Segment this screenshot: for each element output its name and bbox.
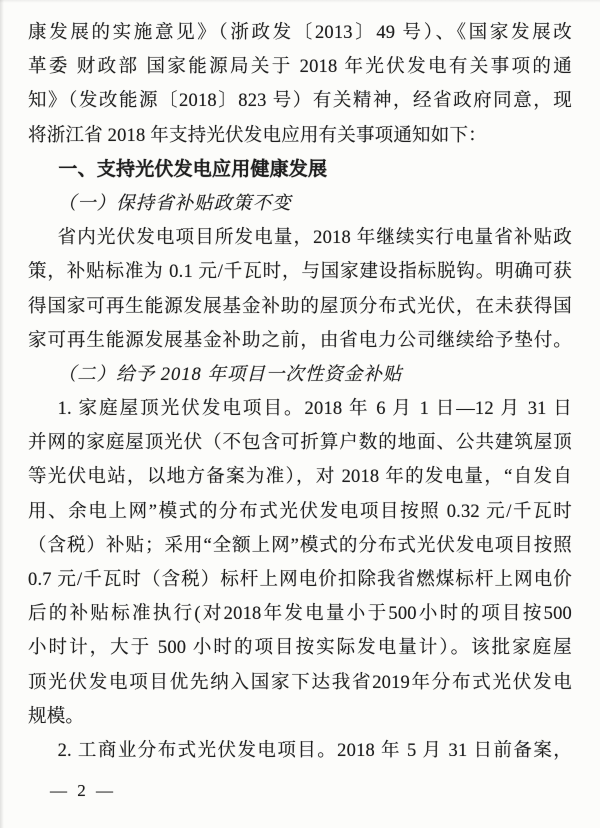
- text-line: 等光伏电站，以地方备案为准），对 2018 年的发电量，“自发自: [28, 467, 572, 488]
- document-body: [28, 16, 572, 768]
- text-line: 用、余电上网”模式的分布式光伏发电项目按照 0.32 元/千瓦时: [28, 501, 572, 522]
- text-line: 一、支持光伏发电应用健康发展: [58, 158, 328, 180]
- text-line: 策，补贴标准为 0.1 元/千瓦时，与国家建设指标脱钩。明确可获: [28, 262, 572, 283]
- text-line: 得国家可再生能源发展基金补助的屋顶分布式光伏，在未获得国: [28, 296, 572, 317]
- text-line: 顶光伏发电项目优先纳入国家下达我省2019年分布式光伏发电: [28, 672, 572, 693]
- text-line: 0.7 元/千瓦时（含税）标杆上网电价扣除我省燃煤标杆上网电价: [28, 570, 572, 590]
- text-line: 康发展的实施意见》（浙政发〔2013〕49 号）、《国家发展改: [28, 23, 572, 43]
- text-line: 革委 财政部 国家能源局关于 2018 年光伏发电有关事项的通: [28, 57, 572, 78]
- text-line: （二）给予 2018 年项目一次性资金补贴: [57, 364, 403, 385]
- page-number: — 2 —: [50, 781, 116, 800]
- text-line: 将浙江省 2018 年支持光伏发电应用有关事项通知如下：: [28, 125, 487, 146]
- text-line: 家可再生能源发展基金补助之前，由省电力公司继续给予垫付。: [28, 330, 572, 351]
- text-line: 后的补贴标准执行(对2018年发电量小于500小时的项目按500: [28, 604, 572, 625]
- text-line: 小时计，大于 500 小时的项目按实际发电量计）。该批家庭屋: [28, 638, 572, 659]
- text-line: 并网的家庭屋顶光伏（不包含可折算户数的地面、公共建筑屋顶: [28, 433, 572, 454]
- text-line: 2. 工商业分布式光伏发电项目。2018 年 5 月 31 日前备案，: [57, 740, 572, 761]
- text-line: 1. 家庭屋顶光伏发电项目。2018 年 6 月 1 日—12 月 31 日: [57, 399, 572, 420]
- text-line: （一）保持省补贴政策不变: [57, 193, 292, 214]
- text-line: 省内光伏发电项目所发电量，2018 年继续实行电量省补贴政: [57, 228, 572, 249]
- text-line: 规模。: [28, 706, 85, 727]
- text-line: 知》（发改能源〔2018〕823 号）有关精神，经省政府同意，现: [28, 91, 572, 112]
- text-line: （含税）补贴；采用“全额上网”模式的分布式光伏发电项目按照: [28, 535, 572, 556]
